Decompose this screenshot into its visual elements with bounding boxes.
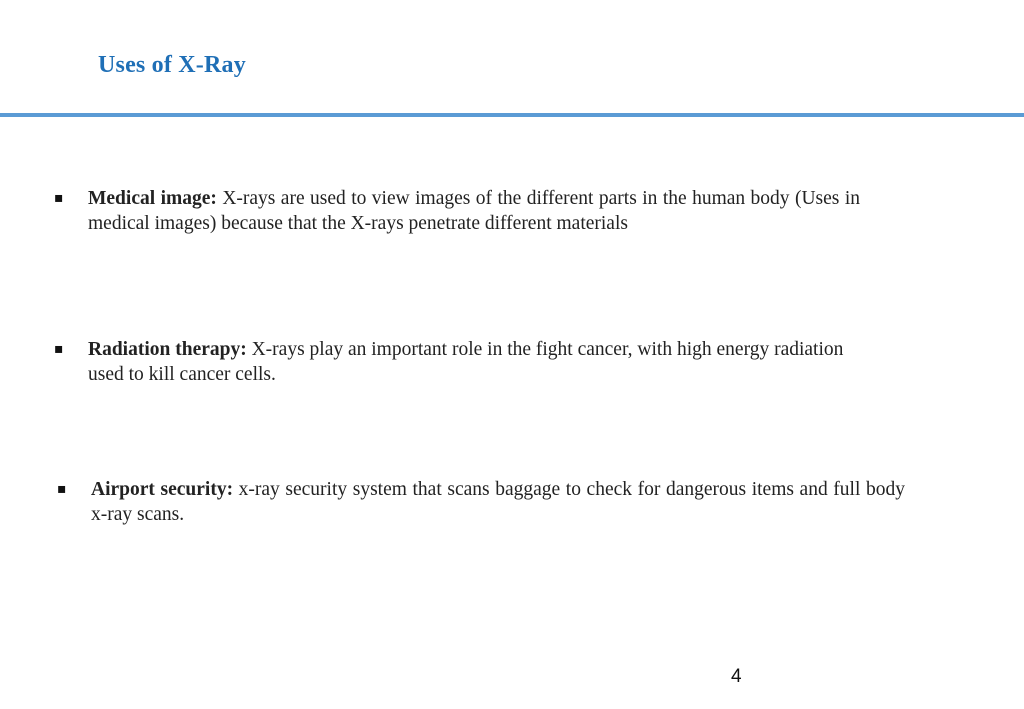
bullet-text: X-rays play an important role in the fight cancer, with high energy radiation used to kill cancer cells. (88, 339, 844, 385)
bullet-term: Medical image: (88, 188, 217, 209)
bullet-radiation-therapy (54, 337, 868, 387)
bullet-text: x-ray security system that scans baggage to check for dangerous items and full body x-ray scans. (91, 479, 905, 525)
bullet-text: X-rays are used to view images of the different parts in the human body (Uses in medical images) because that the X-rays penetrate different materials (88, 188, 860, 234)
page-number: 4 (731, 666, 742, 687)
square-bullet-icon: ▪ (54, 341, 64, 357)
bullet-term: Radiation therapy: (88, 339, 247, 360)
bullet-airport-security (57, 477, 905, 527)
bullet-medical-image (54, 186, 860, 236)
square-bullet-icon: ▪ (57, 481, 67, 497)
bullet-term: Airport security: (91, 479, 234, 500)
slide-title: Uses of X-Ray (98, 52, 246, 78)
square-bullet-icon: ▪ (54, 190, 64, 206)
title-divider (0, 113, 1024, 117)
